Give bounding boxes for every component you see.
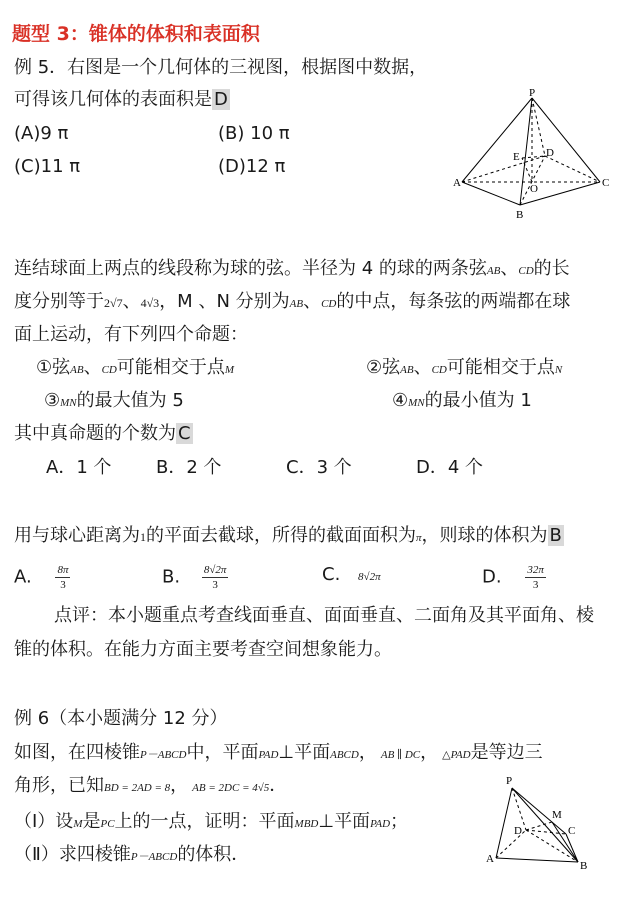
prop2-suffix: 可能相交于点 bbox=[446, 357, 555, 378]
sphere-answer: C bbox=[178, 423, 191, 444]
volume-option-b bbox=[162, 563, 228, 592]
sphere-line2-suffix: 的中点，每条弦的两端都在球 bbox=[336, 291, 571, 312]
label-a: A bbox=[486, 853, 494, 865]
separator: ， bbox=[170, 775, 189, 796]
label-m: M bbox=[552, 809, 562, 821]
example5-option-a: (A)9 π bbox=[14, 123, 69, 144]
part1-text2: 上的一点，证明：平面 bbox=[114, 811, 295, 832]
example6-line1-text: 如图，在四棱锥 bbox=[14, 742, 140, 763]
example5-line1: 例 5．右图是一个几何体的三视图，根据图中数据， bbox=[14, 57, 428, 78]
part2-suffix: 的体积． bbox=[177, 844, 250, 865]
example5-option-d: (D)12 π bbox=[218, 156, 286, 177]
fraction bbox=[55, 563, 70, 592]
area-value: π bbox=[416, 532, 422, 544]
separator: 、 bbox=[83, 357, 102, 378]
distance-value: 1 bbox=[140, 530, 146, 544]
sphere-line1 bbox=[14, 257, 570, 283]
edge-ab bbox=[496, 858, 578, 862]
sphere-line3: 面上运动，有下列四个命题： bbox=[14, 324, 248, 345]
sphere-line2 bbox=[14, 290, 570, 316]
example6-line1-mid2: 平面 bbox=[294, 742, 331, 763]
fraction bbox=[202, 563, 229, 592]
chord-cd: CD bbox=[101, 364, 117, 376]
length-2: 4√3 bbox=[140, 296, 160, 310]
prop4-suffix: 的最小值为 1 bbox=[424, 390, 532, 411]
option-value: 8√2π bbox=[358, 571, 381, 583]
edge-pa bbox=[462, 98, 532, 182]
chord-ab: AB bbox=[486, 265, 501, 277]
example5-option-c: (C)11 π bbox=[14, 156, 81, 177]
option-letter: A. bbox=[14, 566, 32, 588]
bd-relation: BD = 2AD = 8 bbox=[104, 782, 171, 794]
example6-line1 bbox=[14, 741, 543, 767]
hidden-edge-dc bbox=[545, 156, 600, 182]
chord-ab: AB bbox=[289, 298, 304, 310]
plane-pad: PAD bbox=[258, 749, 279, 761]
example6-line2 bbox=[14, 774, 287, 800]
label-a: A bbox=[453, 177, 461, 189]
segment-mn: MN bbox=[408, 397, 425, 409]
pyramid-figure-example5 bbox=[450, 87, 630, 222]
sphere-question bbox=[14, 422, 193, 446]
denominator: 3 bbox=[60, 579, 66, 591]
prop4-marker: ④ bbox=[392, 390, 409, 411]
label-b: B bbox=[516, 209, 524, 221]
triangle-pad: △PAD bbox=[442, 749, 471, 761]
label-p: P bbox=[529, 87, 536, 99]
proposition-1 bbox=[36, 356, 234, 382]
parallel-relation: AB ∥ DC bbox=[380, 749, 421, 761]
proposition-4 bbox=[392, 389, 532, 415]
volume-option-d bbox=[482, 563, 546, 592]
separator: 、 bbox=[413, 357, 432, 378]
example5-line2 bbox=[14, 88, 230, 112]
prop1-text: ①弦 bbox=[36, 357, 71, 378]
chord-cd: CD bbox=[431, 364, 447, 376]
perpendicular-symbol: ⊥ bbox=[278, 742, 295, 763]
point-m: M bbox=[224, 364, 235, 376]
numerator: 8√2π bbox=[203, 564, 227, 576]
hidden-edge-ad bbox=[462, 156, 545, 182]
separator: 、 bbox=[500, 258, 519, 279]
ab-relation: AB = 2DC = 4√5 bbox=[192, 782, 270, 794]
separator: 、 bbox=[122, 291, 141, 312]
option-letter: B. bbox=[162, 566, 181, 588]
chord-ab: AB bbox=[400, 364, 414, 376]
example5-question: 可得该几何体的表面积是 bbox=[14, 89, 212, 110]
sphere-line1-suffix: 的长 bbox=[533, 258, 570, 279]
proposition-2 bbox=[366, 356, 562, 382]
sphere-option-a: A．1 个 bbox=[46, 457, 112, 478]
example5-option-b: (B) 10 π bbox=[218, 123, 290, 144]
option-letter: C. bbox=[322, 564, 341, 585]
section-title: 题型 3：锥体的体积和表面积 bbox=[12, 23, 260, 45]
label-o: O bbox=[530, 183, 538, 195]
label-c: C bbox=[602, 177, 610, 189]
comment-line1: 点评：本小题重点考查线面垂直、面面垂直、二面角及其平面角、棱 bbox=[54, 605, 594, 626]
sphere-option-b: B．2 个 bbox=[156, 457, 222, 478]
volume-stem bbox=[14, 524, 564, 550]
part1-suffix: ； bbox=[390, 811, 409, 832]
part1-text: 是 bbox=[82, 811, 101, 832]
length-1: 2√7 bbox=[104, 296, 123, 310]
pyramid-name: P－ABCD bbox=[140, 749, 187, 761]
denominator: 3 bbox=[212, 579, 218, 591]
volume-answer: B bbox=[549, 525, 562, 546]
label-c: C bbox=[568, 825, 576, 837]
prop2-text: ②弦 bbox=[366, 357, 401, 378]
volume-stem-suffix: ，则球的体积为 bbox=[421, 525, 548, 546]
example5-answer: D bbox=[214, 89, 228, 110]
point-m: M bbox=[73, 818, 83, 830]
proposition-3 bbox=[44, 389, 184, 415]
pyramid-figure-example6 bbox=[478, 774, 598, 874]
label-b: B bbox=[580, 860, 588, 872]
example6-line1-suffix: 是等边三 bbox=[470, 742, 543, 763]
fraction bbox=[525, 563, 546, 592]
plane-mbd: MBD bbox=[294, 818, 319, 830]
label-p: P bbox=[506, 775, 513, 787]
label-d: D bbox=[514, 825, 522, 837]
plane-abcd: ABCD bbox=[330, 749, 359, 761]
sphere-option-d: D．4 个 bbox=[416, 457, 484, 478]
separator: ， bbox=[420, 742, 439, 763]
example6-part1 bbox=[14, 810, 408, 836]
example6-line2-text: 角形，已知 bbox=[14, 775, 104, 796]
part1-text3: 平面 bbox=[334, 811, 371, 832]
edge-pc bbox=[532, 98, 600, 182]
chord-cd: CD bbox=[321, 298, 337, 310]
example6-part2 bbox=[14, 843, 249, 869]
prop1-suffix: 可能相交于点 bbox=[116, 357, 225, 378]
part2-label: （Ⅱ）求四棱锥 bbox=[14, 844, 131, 865]
edge-cb bbox=[566, 834, 578, 862]
denominator: 3 bbox=[532, 579, 539, 591]
volume-stem-mid: 的平面去截球，所得的截面面积为 bbox=[146, 525, 416, 546]
chord-cd: CD bbox=[518, 265, 534, 277]
pyramid-name: P－ABCD bbox=[130, 851, 178, 863]
separator: ， bbox=[358, 742, 377, 763]
example6-line2-suffix: ． bbox=[269, 775, 288, 796]
point-n: N bbox=[554, 364, 563, 376]
label-e: E bbox=[513, 151, 520, 163]
numerator: 8π bbox=[57, 564, 69, 576]
perpendicular-symbol: ⊥ bbox=[318, 811, 335, 832]
prop3-suffix: 的最大值为 5 bbox=[76, 390, 184, 411]
volume-option-a bbox=[14, 563, 70, 592]
sphere-option-c: C．3 个 bbox=[286, 457, 352, 478]
sphere-line2-text: 度分别等于 bbox=[14, 291, 104, 312]
prop3-marker: ③ bbox=[44, 390, 61, 411]
sphere-line2-mid: ，M 、N 分别为 bbox=[159, 291, 290, 312]
edge-pa bbox=[496, 788, 512, 858]
separator: 、 bbox=[303, 291, 322, 312]
part1-label: （Ⅰ）设 bbox=[14, 811, 74, 832]
option-letter: D. bbox=[482, 566, 502, 588]
sphere-line1-text: 连结球面上两点的线段称为球的弦。半径为 4 的球的两条弦 bbox=[14, 258, 487, 279]
example6-line1-mid: 中，平面 bbox=[186, 742, 259, 763]
segment-mn: MN bbox=[60, 397, 77, 409]
sphere-question-text: 其中真命题的个数为 bbox=[14, 423, 176, 444]
edge-ab bbox=[462, 182, 520, 205]
segment-pc: PC bbox=[100, 818, 115, 830]
numerator: 32π bbox=[527, 564, 544, 576]
label-d: D bbox=[546, 147, 554, 159]
plane-pad: PAD bbox=[370, 818, 391, 830]
comment-line2: 锥的体积。在能力方面主要考查空间想象能力。 bbox=[14, 639, 392, 660]
chord-ab: AB bbox=[70, 364, 84, 376]
volume-option-c bbox=[322, 563, 381, 589]
example6-heading: 例 6（本小题满分 12 分） bbox=[14, 708, 228, 729]
volume-stem-text: 用与球心距离为 bbox=[14, 525, 140, 546]
